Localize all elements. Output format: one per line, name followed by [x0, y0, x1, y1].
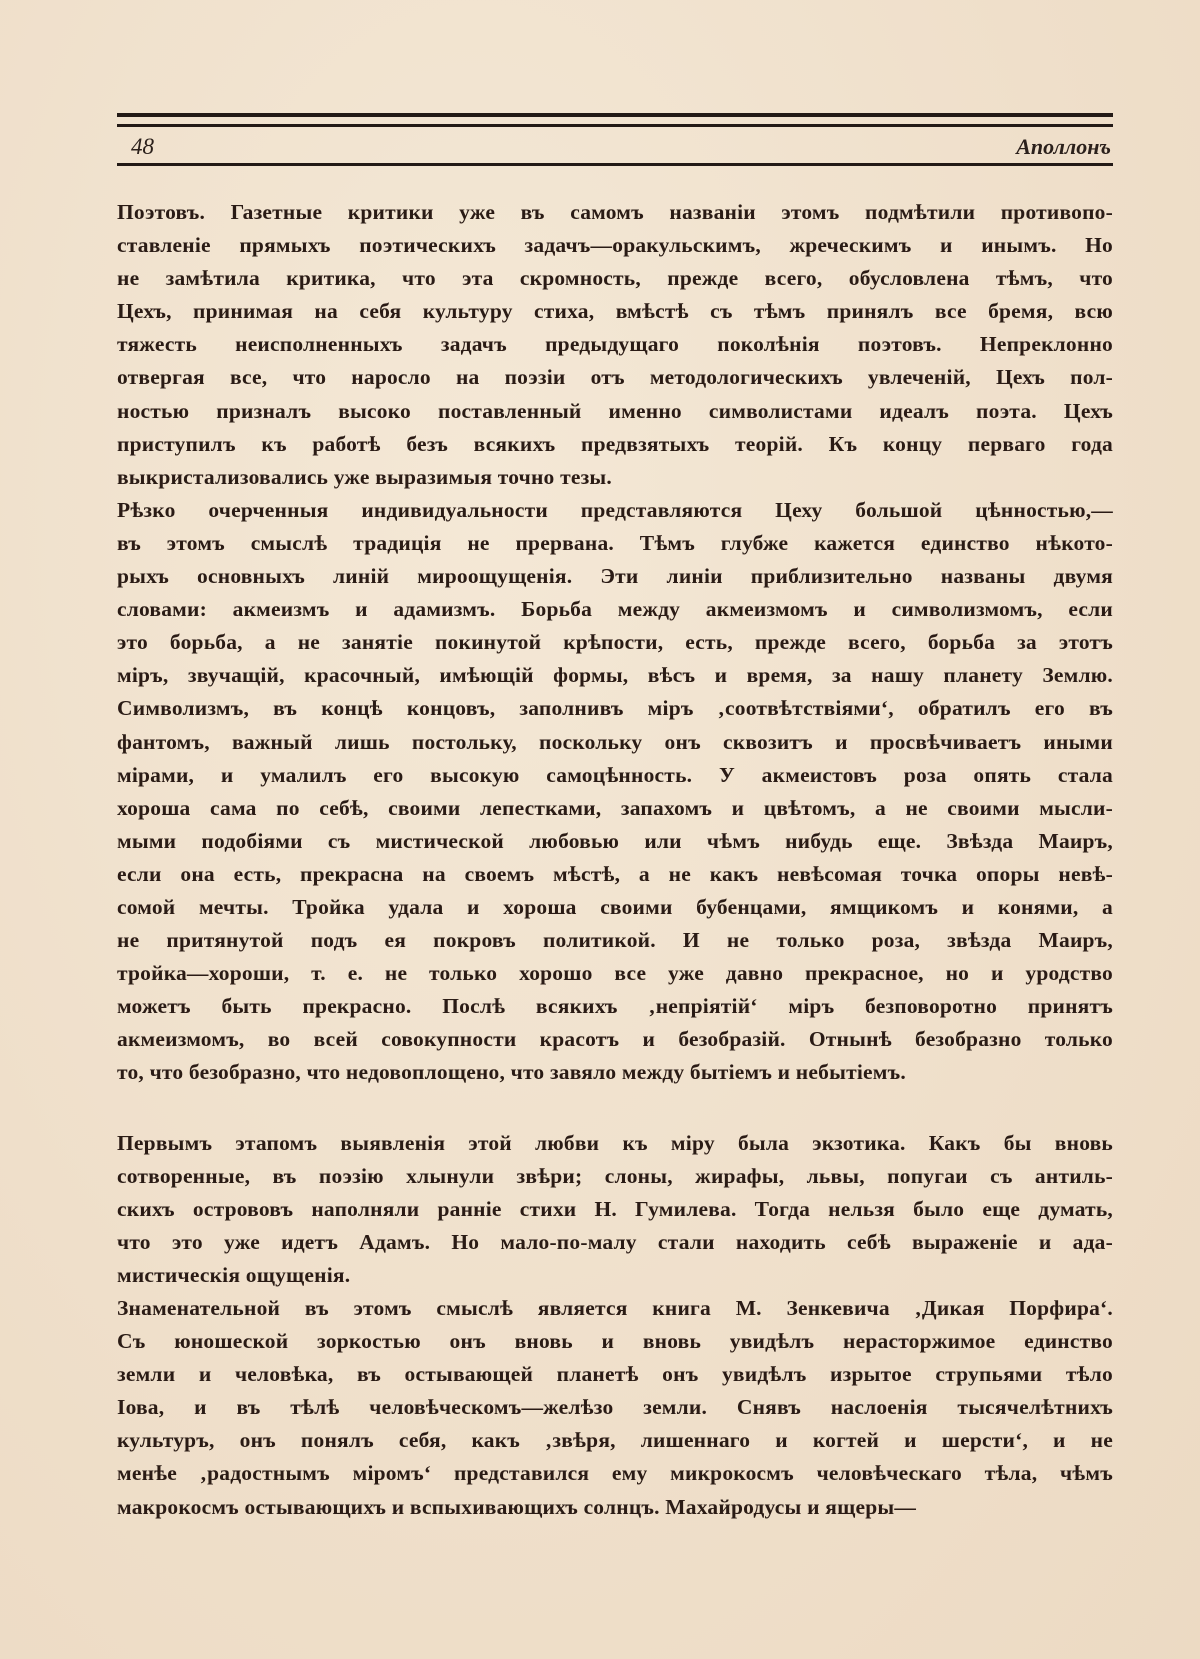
paragraph-1 [117, 196, 1113, 494]
text-line: Первымъ этапомъ выявленія этой любви къ міру была экзотика. Какъ бы вновь [117, 1130, 1113, 1155]
text-line: макрокосмъ остывающихъ и вспыхивающихъ солнцъ. Махайродусы и ящеры— [117, 1494, 917, 1519]
text-line: Цехъ, принимая на себя культуру стиха, вмѣстѣ съ тѣмъ принялъ все бремя, всю [117, 299, 1113, 324]
text-line: въ этомъ смыслѣ традиція не прервана. Тѣмъ глубже кажется единство нѣкото- [117, 530, 1113, 555]
text-line: словами: акмеизмъ и адамизмъ. Борьба между акмеизмомъ и символизмомъ, если [117, 597, 1113, 622]
body-text [117, 196, 1113, 1524]
text-line: тройка—хороши, т. е. не только хорошо все уже давно прекрасное, но и уродство [117, 961, 1113, 986]
text-line: мірами, и умалилъ его высокую самоцѣнность. У акмеистовъ роза опять стала [117, 762, 1113, 787]
text-line: Знаменательной въ этомъ смыслѣ является книга М. Зенкевича ‚Дикая Порфира‘. [117, 1296, 1113, 1320]
text-line: фантомъ, важный лишь постольку, поскольку онъ сквозитъ и просвѣчиваетъ иными [117, 729, 1113, 754]
text-line: не замѣтила критика, что эта скромность, прежде всего, обусловлена тѣмъ, что [117, 266, 1113, 291]
text-line: мистическія ощущенія. [117, 1262, 351, 1287]
text-line: если она есть, прекрасна на своемъ мѣстѣ, а не какъ невѣсомая точка опоры невѣ- [117, 861, 1113, 886]
text-line: Символизмъ, въ концѣ концовъ, заполнивъ міръ ‚соотвѣтствіями‘, обратилъ его въ [117, 696, 1113, 721]
journal-title: Аполлонъ [1016, 134, 1111, 159]
text-line: тяжесть неисполненныхъ задачъ предыдущаго поколѣнія поэтовъ. Непреклонно [117, 332, 1113, 357]
text-line: ставленіе прямыхъ поэтическихъ задачъ—оракульскимъ, жреческимъ и инымъ. Но [117, 233, 1113, 258]
text-line: Поэтовъ. Газетные критики уже въ самомъ названіи этомъ подмѣтили противопо- [117, 200, 1113, 224]
header-double-rule-bottom [117, 124, 1113, 127]
text-line: можетъ быть прекрасно. Послѣ всякихъ ‚непріятій‘ міръ безповоротно принятъ [117, 994, 1113, 1019]
text-line: міръ, звучащій, красочный, имѣющій формы, вѣсъ и время, за нашу планету Землю. [117, 663, 1113, 688]
text-line: выкристализовались уже выразимыя точно тезы. [117, 464, 612, 489]
text-line: это борьба, а не занятіе покинутой крѣпости, есть, прежде всего, борьба за этотъ [117, 630, 1113, 655]
text-line: сомой мечты. Тройка удала и хороша своими бубенцами, ямщикомъ и конями, а [117, 894, 1113, 919]
paragraph-2 [117, 494, 1113, 1090]
text-line: сотворенные, въ поэзію хлынули звѣри; слоны, жирафы, львы, попугаи съ антиль- [117, 1163, 1113, 1188]
text-line: культуръ, онъ понялъ себя, какъ ‚звѣря, лишеннаго и когтей и шерсти‘, и не [117, 1428, 1113, 1453]
text-line: менѣе ‚радостнымъ міромъ‘ представился ему микрокосмъ человѣческаго тѣла, чѣмъ [117, 1461, 1113, 1486]
text-line: что это уже идетъ Адамъ. Но мало-по-малу стали находить себѣ выраженіе и ада- [117, 1229, 1113, 1254]
text-line: то, что безобразно, что недовоплощено, что завяло между бытіемъ и небытіемъ. [117, 1060, 906, 1085]
running-head [117, 133, 1113, 161]
text-line: мыми подобіями съ мистической любовью или чѣмъ нибудь еще. Звѣзда Маиръ, [117, 828, 1113, 853]
page-number: 48 [131, 134, 154, 159]
text-line: Съ юношеской зоркостью онъ вновь и вновь увидѣлъ нерасторжимое единство [117, 1329, 1113, 1354]
text-line: отвергая все, что наросло на поэзіи отъ методологическихъ увлеченій, Цехъ пол- [117, 365, 1113, 390]
text-line: приступилъ къ работѣ безъ всякихъ предвзятыхъ теорій. Къ концу перваго года [117, 431, 1113, 456]
text-line: акмеизмомъ, во всей совокупности красотъ и безобразій. Отнынѣ безобразно только [117, 1027, 1113, 1052]
document-page [117, 0, 1113, 1659]
text-line: рыхъ основныхъ линій мироощущенія. Эти линіи приблизительно названы двумя [117, 564, 1113, 589]
text-line: хороша сама по себѣ, своими лепестками, запахомъ и цвѣтомъ, а не своими мысли- [117, 795, 1113, 820]
section-gap [117, 1090, 1113, 1127]
paragraph-3 [117, 1127, 1113, 1292]
text-line: скихъ острововъ наполняли ранніе стихи Н. Гумилева. Тогда нельзя было еще думать, [117, 1196, 1113, 1221]
text-line: ностью призналъ высоко поставленный именно символистами идеалъ поэта. Цехъ [117, 398, 1113, 423]
paragraph-4 [117, 1292, 1113, 1524]
text-line: Рѣзко очерченныя индивидуальности представляются Цеху большой цѣнностью,— [117, 497, 1113, 522]
header-double-rule-top [117, 113, 1113, 117]
header-rule-below [117, 163, 1113, 166]
text-line: не притянутой подъ ея покровъ политикой. И не только роза, звѣзда Маиръ, [117, 928, 1113, 953]
text-line: земли и человѣка, въ остывающей планетѣ онъ увидѣлъ изрытое струпьями тѣло [117, 1362, 1113, 1387]
text-line: Іова, и въ тѣлѣ человѣческомъ—желѣзо земли. Снявъ наслоенія тысячелѣтнихъ [117, 1395, 1113, 1420]
